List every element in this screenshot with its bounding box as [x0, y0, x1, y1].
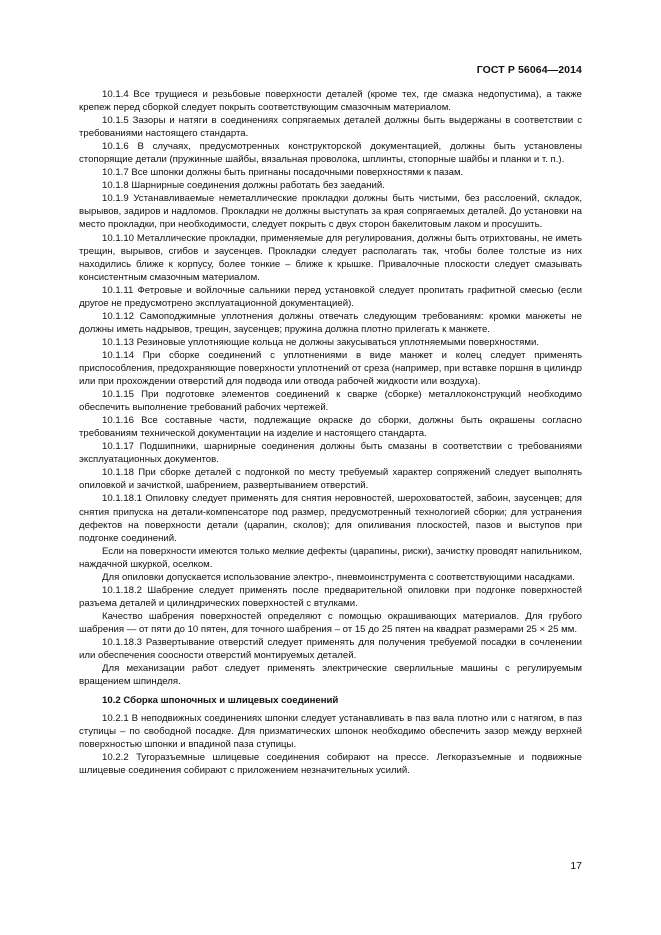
paragraph-10-1-7: 10.1.7 Все шпонки должны быть пригнаны посадочными поверхностями к пазам. — [102, 167, 464, 179]
paragraph-10-1-8: 10.1.8 Шарнирные соединения должны работать без заеданий. — [102, 180, 385, 192]
document-body — [79, 88, 582, 777]
paragraph-10-1-17: 10.1.17 Подшипники, шарнирные соединения должны быть смазаны в соответствии с требованиями эксплуатационных документов. — [79, 441, 582, 466]
paragraph-10-2-2: 10.2.2 Тугоразъемные шлицевые соединения собирают на прессе. Легкоразъемные и подвижные шлицевые соединения собирают с приложением незначительных усилий. — [79, 752, 582, 777]
paragraph-10-1-18-3: 10.1.18.3 Развертывание отверстий следует применять для получения требуемой посадки в сочленении или обеспечения соосности отверстий монтируемых деталей. — [79, 636, 582, 662]
paragraph-10-1-18: 10.1.18 При сборке деталей с подгонкой по месту требуемый характер сопряжений следует выполнять опиловкой и зачисткой, шабрением, развертыванием отверстий. — [79, 467, 582, 492]
paragraph-10-1-16: 10.1.16 Все составные части, подлежащие окраске до сборки, должны быть окрашены согласно требованиям технической документации на изделие и настоящего стандарта. — [79, 415, 582, 440]
paragraph-10-1-15: 10.1.15 При подготовке элементов соединений к сварке (сборке) металлоконструкций необходимо обеспечить выполнение требований рабочих чертежей. — [79, 389, 582, 414]
page-number: 17 — [570, 860, 582, 872]
paragraph-10-1-12: 10.1.12 Самоподжимные уплотнения должны отвечать следующим требованиям: кромки манжеты не должны иметь надрывов, трещин, заусенцев; пружина должна плотно прилегать к манжете. — [79, 310, 582, 335]
paragraph-scraping-quality: Качество шабрения поверхностей определяют с помощью окрашивающих материалов. Для грубого шабрения — от пяти до 10 пятен, для точного шабрения – от 15 до 25 пятен на квадрат размерами 25 × 25 мм. — [79, 610, 582, 635]
paragraph-10-1-18-2: 10.1.18.2 Шабрение следует применять после предварительной опиловки при подгонке поверхностей разъема деталей и цилиндрических поверхностей с втулками. — [79, 584, 582, 609]
paragraph-filing-tools: Для опиловки допускается использование электро-, пневмоинструмента с соответствующими насадками. — [102, 571, 575, 583]
document-header: ГОСТ Р 56064—2014 — [476, 64, 582, 76]
paragraph-10-1-5: 10.1.5 Зазоры и натяги в соединениях сопрягаемых деталей должны быть выдержаны в соответствии с требованиями настоящего стандарта. — [79, 115, 582, 140]
paragraph-10-1-18-1: 10.1.18.1 Опиловку следует применять для снятия неровностей, шероховатостей, забоин, заусенцев; для снятия припуска на детали-компенсаторе под размер, предусмотренный технологией сборки; для устранения дефектов на поверхности детали (царапин, сколов); для опиливания плоскостей, пазов и выступов при подгонке соединений. — [79, 493, 582, 544]
section-heading: 10.2 Сборка шпоночных и шлицевых соединений — [102, 695, 339, 707]
paragraph-mechanization: Для механизации работ следует применять электрические сверлильные машины с регулируемым вращением шпинделя. — [79, 663, 582, 688]
paragraph-10-1-9: 10.1.9 Устанавливаемые неметаллические прокладки должны быть чистыми, без расслоений, складок, вырывов, задиров и надломов. Прокладки не должны выступать за края сопрягаемых деталей. До установки на место прокладки, при необходимости, следует покрыть с двух сторон бакелитовым лаком и просушить. — [79, 193, 582, 231]
paragraph-filing-defects: Если на поверхности имеются только мелкие дефекты (царапины, риски), зачистку проводят напильником, наждачной шкуркой, оселком. — [79, 545, 582, 570]
paragraph-10-1-11: 10.1.11 Фетровые и войлочные сальники перед установкой следует пропитать графитной смесью (если другое не предусмотрено эксплуатационной документацией). — [79, 284, 582, 309]
paragraph-10-1-10: 10.1.10 Металлические прокладки, применяемые для регулирования, должны быть отрихтованы, не иметь трещин, вырывов, сгибов и заусенцев. Прокладки следует располагать так, чтобы более толстые из них находились ближе к корпусу, более тонкие – ближе к крышке. Привалочные плоскости следует смазывать консистентным смазочным материалом. — [79, 232, 582, 283]
paragraph-10-1-14: 10.1.14 При сборке соединений с уплотнениями в виде манжет и колец следует применять приспособления, предохраняющие поверхности уплотнений от среза (например, при вставке поршня в цилиндр или при прохождении отверстий для подвода или отвода рабочей жидкости или воздуха). — [79, 349, 582, 388]
paragraph-10-1-4: 10.1.4 Все трущиеся и резьбовые поверхности деталей (кроме тех, где смазка недопустима), а также крепеж перед сборкой следует покрыть соответствующим смазочным материалом. — [79, 89, 582, 114]
paragraph-10-1-13: 10.1.13 Резиновые уплотняющие кольца не должны закусываться уплотняемыми поверхностями. — [102, 336, 539, 348]
paragraph-10-1-6: 10.1.6 В случаях, предусмотренных конструкторской документацией, должны быть установлены стопорящие детали (пружинные шайбы, вязальная проволока, шплинты, стопорные шайбы и планки и т. п.). — [79, 141, 582, 166]
paragraph-10-2-1: 10.2.1 В неподвижных соединениях шпонки следует устанавливать в паз вала плотно или с натягом, в паз ступицы – по свободной посадке. Для призматических шпонок необходимо обеспечить зазор между верхней поверхностью шпонки и впадиной паза ступицы. — [79, 713, 582, 751]
